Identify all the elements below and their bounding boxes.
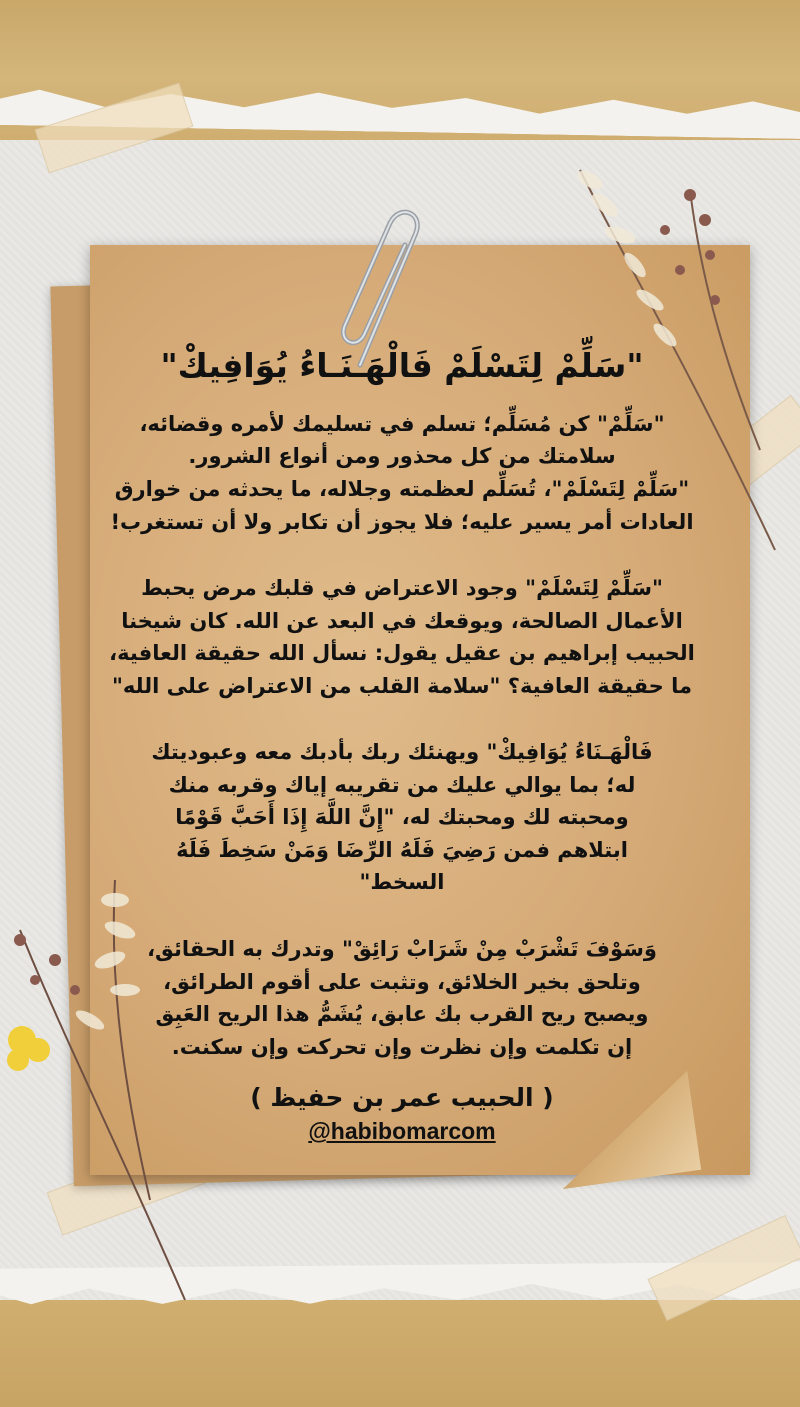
paragraph-line: إن تكلمت وإن نظرت وإن تحركت وإن سكنت. xyxy=(171,1034,633,1059)
page-title: "سَلِّمْ لِتَسْلَمْ فَالْهَـنَـاءُ يُوَافِيكْ" xyxy=(160,346,644,385)
paragraph-line: فَالْهَـنَاءُ يُوَافِيكْ" ويهنئك ربك بأدبك معه وعبوديتك xyxy=(151,740,653,765)
paragraph-line: الأعمال الصالحة، ويوقعك في البعد عن الله. كان شيخنا xyxy=(121,608,683,633)
paragraph-4 xyxy=(92,933,712,1063)
paragraph-line: "سَلِّمْ لِتَسْلَمْ"، تُسَلِّم لعظمته وجلاله، ما يحدثه من خوارق xyxy=(114,476,690,501)
paragraph-1 xyxy=(92,408,712,538)
paragraph-3 xyxy=(92,736,712,899)
paragraph-line: "سَلِّمْ" كن مُسَلِّم؛ تسلم في تسليمك لأمره وقضائه، xyxy=(139,411,665,436)
social-handle-link[interactable]: @habibomarcom xyxy=(308,1118,496,1145)
author-name: ( الحبيب عمر بن حفيظ ) xyxy=(250,1083,554,1113)
paragraph-line: له؛ بما يوالي عليك من تقريبه إياك وقربه منك xyxy=(168,772,636,797)
paragraph-line: وَسَوْفَ تَشْرَبْ مِنْ شَرَابْ رَائِقْ" وتدرك به الحقائق، xyxy=(147,937,657,961)
paragraph-line: سلامتك من كل محذور ومن أنواع الشرور. xyxy=(188,444,616,469)
paragraph-line: ابتلاهم فمن رَضِيَ فَلَهُ الرِّضَا وَمَنْ سَخِطَ فَلَهُ xyxy=(176,837,628,862)
paragraph-line: العادات أمر يسير عليه؛ فلا يجوز أن تكابر ولا أن تستغرب! xyxy=(110,509,694,534)
paragraph-line: وتلحق بخير الخلائق، وتثبت على أقوم الطرائق، xyxy=(163,969,641,994)
paragraph-line: ما حقيقة العافية؟ "سلامة القلب من الاعتراض على الله" xyxy=(111,673,693,698)
paragraph-line: "سَلِّمْ لِتَسْلَمْ" وجود الاعتراض في قلبك مرض يحبط xyxy=(141,576,663,601)
paragraph-line: ويصبح ريح القرب بك عابق، يُشَمُّ هذا الريح العَبِق xyxy=(155,1002,649,1027)
quote-content xyxy=(92,345,712,1145)
bottom-kraft-band xyxy=(0,1300,800,1407)
paragraph-line: الحبيب إبراهيم بن عقيل يقول: نسأل الله حقيقة العافية، xyxy=(109,641,695,666)
paragraph-2 xyxy=(92,572,712,702)
paragraph-line: السخط" xyxy=(359,870,445,895)
paragraph-line: ومحبته لك ومحبتك له، "إِنَّ اللَّهَ إِذَا أَحَبَّ قَوْمًا xyxy=(175,805,629,830)
